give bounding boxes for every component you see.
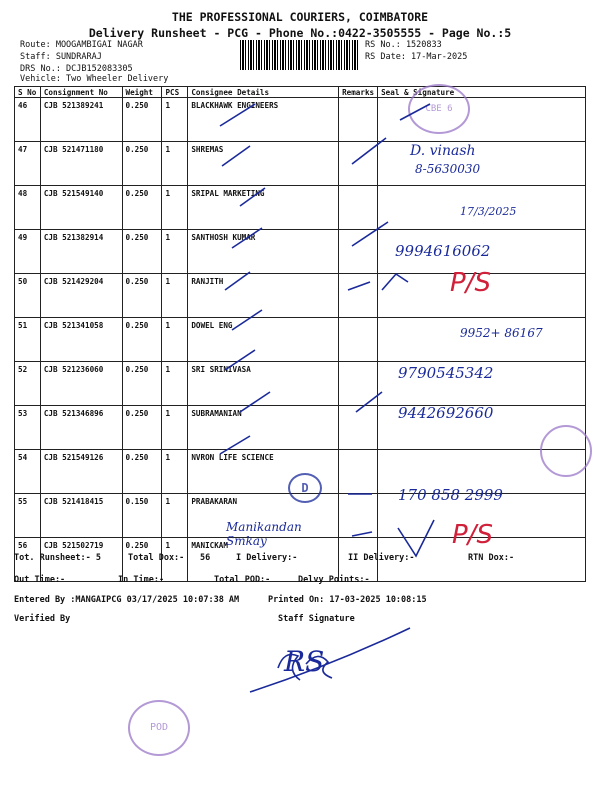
total-dox-label: Total Dox:- (128, 553, 185, 563)
row-weight: 0.250 (122, 538, 162, 582)
row-pcs: 1 (162, 230, 188, 274)
row-weight: 0.250 (122, 230, 162, 274)
row-consignment: CJB 521418415 (40, 494, 122, 538)
seal-stamp: CBE 6 (408, 84, 470, 134)
handwriting-phone: 170 858 2999 (398, 486, 503, 504)
circled-mark: D (288, 473, 322, 503)
route: Route: MOOGAMBIGAI NAGAR (20, 40, 143, 50)
row-consignee: DOWEL ENG (188, 318, 339, 362)
row-consignee: PRABAKARAN (188, 494, 339, 538)
handwriting-phone: 9442692660 (398, 404, 494, 422)
verified-by: Verified By (14, 614, 71, 624)
row-weight: 0.250 (122, 406, 162, 450)
row-sno: 55 (15, 494, 41, 538)
row-weight: 0.250 (122, 450, 162, 494)
row-pcs: 1 (162, 318, 188, 362)
handwriting-name: Manikandan Smkay (226, 520, 302, 548)
pod-stamp: POD (128, 700, 190, 756)
row-sno: 54 (15, 450, 41, 494)
row-consignee: SRI SRINIVASA (188, 362, 339, 406)
row-consignment: CJB 521382914 (40, 230, 122, 274)
row-weight: 0.250 (122, 362, 162, 406)
row-sno: 48 (15, 186, 41, 230)
row-weight: 0.250 (122, 142, 162, 186)
row-weight: 0.250 (122, 274, 162, 318)
rs-number: RS No.: 1520833 (365, 40, 442, 50)
row-consignee: BLACKHAWK ENGINEERS (188, 98, 339, 142)
row-consignment: CJB 521389241 (40, 98, 122, 142)
row-sno: 52 (15, 362, 41, 406)
handwriting-name: D. vinash (410, 143, 476, 159)
row-consignee: MANICKAM (188, 538, 339, 582)
row-sno: 50 (15, 274, 41, 318)
row-consignment: CJB 521471180 (40, 142, 122, 186)
staff-signature-mark: RS (284, 645, 325, 678)
row-pcs: 1 (162, 274, 188, 318)
row-sno: 46 (15, 98, 41, 142)
row-consignee: SUBRAMANIAN (188, 406, 339, 450)
total-dox-value: 56 (200, 553, 211, 563)
row-weight: 0.150 (122, 494, 162, 538)
header-pcs: PCS (162, 87, 188, 98)
rs-date: RS Date: 17-Mar-2025 (365, 52, 468, 62)
row-consignment: CJB 521502719 (40, 538, 122, 582)
out-time: Out Time:- (14, 575, 66, 585)
row-sno: 49 (15, 230, 41, 274)
row-pcs: 1 (162, 450, 188, 494)
header-weight: Weight (122, 87, 162, 98)
header-remarks: Remarks (339, 87, 378, 98)
ii-delivery: II Delivery:- (348, 553, 415, 563)
row-consignment: CJB 521341058 (40, 318, 122, 362)
tot-runsheet: Tot. Runsheet:- 5 (14, 553, 101, 563)
staff: Staff: SUNDRARAJ (20, 52, 102, 62)
row-pcs: 1 (162, 186, 188, 230)
header-sno: S No (15, 87, 41, 98)
header-consignment: Consignment No (40, 87, 122, 98)
staff-signature-label: Staff Signature (278, 614, 355, 624)
printed-on: Printed On: 17-03-2025 10:08:15 (268, 595, 427, 605)
row-pcs: 1 (162, 98, 188, 142)
row-consignment: CJB 521549126 (40, 450, 122, 494)
row-consignment: CJB 521429204 (40, 274, 122, 318)
header-consignee: Consignee Details (188, 87, 339, 98)
runsheet-subtitle: Delivery Runsheet - PCG - Phone No.:0422-3505555 - Page No.:5 (88, 26, 512, 40)
i-delivery: I Delivery:- (236, 553, 298, 563)
total-pod: Total POD:- (214, 575, 271, 585)
row-consignee: RANJITH (188, 274, 339, 318)
drs-number: DRS No.: DCJB152083305 (20, 64, 133, 74)
vehicle: Vehicle: Two Wheeler Delivery (20, 74, 169, 84)
delvy-points: Delvy Points:- (298, 575, 370, 585)
entered-by: Entered By :MANGAIPCG 03/17/2025 10:07:38 AM (14, 595, 240, 605)
row-pcs: 1 (162, 494, 188, 538)
row-weight: 0.250 (122, 98, 162, 142)
row-consignee: SHREMAS (188, 142, 339, 186)
row-consignee: SANTHOSH KUMAR (188, 230, 339, 274)
row-sno: 56 (15, 538, 41, 582)
handwriting-phone: 9952+ 86167 (460, 326, 543, 340)
pod-mark: P/S (452, 520, 493, 550)
handwriting-date: 17/3/2025 (460, 205, 517, 218)
row-consignment: CJB 521549140 (40, 186, 122, 230)
row-consignee: NVRON LIFE SCIENCE (188, 450, 339, 494)
row-consignment: CJB 521236060 (40, 362, 122, 406)
row-sno: 53 (15, 406, 41, 450)
row-consignment: CJB 521346896 (40, 406, 122, 450)
row-pcs: 1 (162, 406, 188, 450)
rtn-dox: RTN Dox:- (468, 553, 515, 563)
row-weight: 0.250 (122, 318, 162, 362)
row-sno: 51 (15, 318, 41, 362)
row-weight: 0.250 (122, 186, 162, 230)
pod-mark: P/S (450, 268, 491, 298)
handwriting-phone: 9790545342 (398, 364, 494, 382)
header-signature: Seal & Signature (378, 87, 586, 98)
row-pcs: 1 (162, 362, 188, 406)
company-title: THE PROFESSIONAL COURIERS, COIMBATORE (171, 10, 429, 24)
in-time: In Time:- (118, 575, 165, 585)
row-pcs: 1 (162, 142, 188, 186)
row-consignee: SRIPAL MARKETING (188, 186, 339, 230)
handwriting-phone: 8-5630030 (415, 162, 481, 176)
row-pcs: 1 (162, 538, 188, 582)
row-sno: 47 (15, 142, 41, 186)
handwriting-phone: 9994616062 (395, 242, 491, 260)
